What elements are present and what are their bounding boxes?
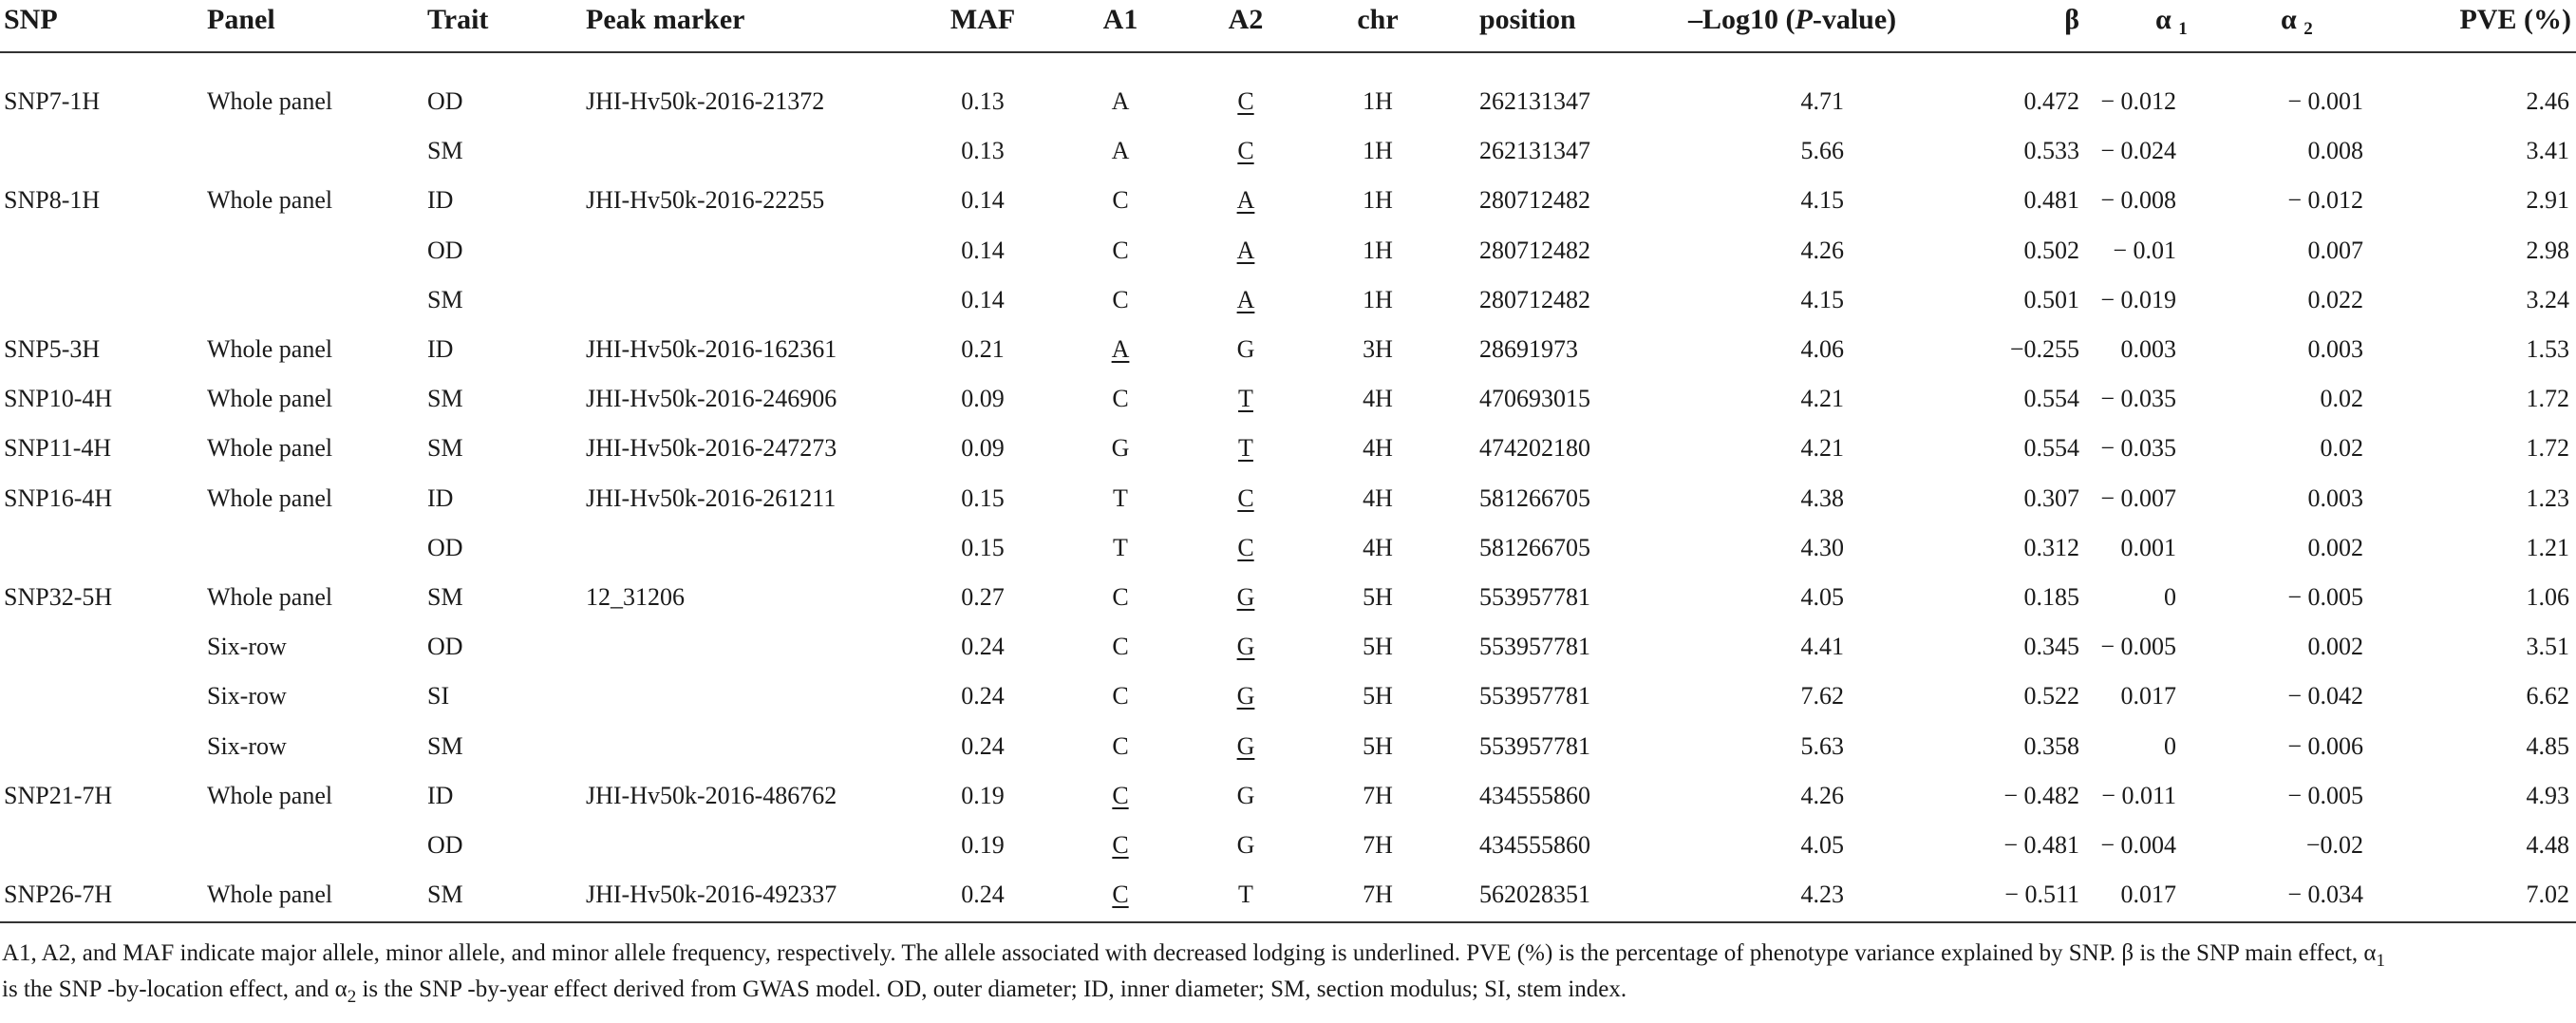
cell-pve: 4.48 [2526, 831, 2569, 859]
cell-alpha2: 0.002 [2307, 534, 2363, 561]
cell-chr: 4H [1363, 484, 1393, 512]
cell-pve: 3.51 [2526, 633, 2569, 660]
cell-maf: 0.24 [961, 881, 1005, 908]
cell-a1: T [1113, 534, 1128, 561]
cell-beta: 0.345 [2023, 633, 2079, 660]
cell-peak-marker: JHI-Hv50k-2016-492337 [586, 881, 837, 908]
cell-a2: G [1236, 335, 1255, 363]
cell-alpha2: − 0.042 [2287, 682, 2363, 710]
cell-alpha1: − 0.024 [2100, 137, 2176, 164]
cell-a2: G [1236, 732, 1255, 760]
cell-a2: G [1236, 682, 1255, 710]
cell-peak-marker: JHI-Hv50k-2016-247273 [586, 434, 837, 462]
header-panel: Panel [207, 4, 275, 35]
cell-maf: 0.09 [961, 434, 1005, 462]
cell-position: 553957781 [1479, 682, 1590, 710]
cell-beta: 0.307 [2023, 484, 2079, 512]
cell-maf: 0.19 [961, 782, 1005, 809]
cell-chr: 7H [1363, 881, 1393, 908]
cell-maf: 0.14 [961, 186, 1005, 214]
cell-panel: Whole panel [207, 782, 333, 809]
header-trait: Trait [427, 4, 489, 35]
cell-alpha2: −0.02 [2305, 831, 2363, 859]
cell-alpha1: 0 [2164, 732, 2176, 760]
cell-beta: −0.255 [2009, 335, 2079, 363]
cell-pve: 1.53 [2526, 335, 2569, 363]
cell-trait: SM [427, 732, 463, 760]
cell-alpha1: 0 [2164, 583, 2176, 611]
header-maf: MAF [950, 4, 1016, 35]
cell-trait: SI [427, 682, 450, 710]
cell-chr: 1H [1363, 286, 1393, 313]
cell-a2: T [1238, 881, 1253, 908]
cell-a2: A [1236, 286, 1255, 313]
cell-neglog10p: 4.21 [1800, 434, 1844, 462]
cell-position: 553957781 [1479, 633, 1590, 660]
cell-neglog10p: 4.15 [1800, 286, 1844, 313]
cell-maf: 0.15 [961, 534, 1005, 561]
cell-maf: 0.24 [961, 633, 1005, 660]
cell-position: 434555860 [1479, 782, 1590, 809]
cell-chr: 1H [1363, 137, 1393, 164]
cell-pve: 6.62 [2526, 682, 2569, 710]
cell-panel: Six-row [207, 682, 287, 710]
cell-a1: G [1111, 434, 1130, 462]
cell-trait: OD [427, 534, 463, 561]
cell-trait: SM [427, 286, 463, 313]
cell-neglog10p: 4.05 [1800, 831, 1844, 859]
header-neglog10p-p: P [1795, 4, 1813, 35]
cell-trait: ID [427, 186, 454, 214]
cell-position: 553957781 [1479, 583, 1590, 611]
footnote-line-2 [2, 976, 2566, 1008]
cell-trait: ID [427, 335, 454, 363]
cell-a1: T [1113, 484, 1128, 512]
cell-neglog10p: 4.06 [1800, 335, 1844, 363]
header-snp: SNP [4, 4, 58, 35]
cell-alpha1: 0.017 [2120, 881, 2176, 908]
cell-trait: OD [427, 237, 463, 264]
header-neglog10p [1688, 4, 1896, 36]
cell-position: 581266705 [1479, 484, 1590, 512]
cell-a2: T [1238, 385, 1253, 412]
cell-neglog10p: 4.41 [1800, 633, 1844, 660]
cell-beta: − 0.511 [2004, 881, 2079, 908]
cell-panel: Six-row [207, 633, 287, 660]
cell-position: 470693015 [1479, 385, 1590, 412]
cell-trait: SM [427, 583, 463, 611]
cell-trait: SM [427, 434, 463, 462]
footnote-sub-1: 1 [2376, 951, 2386, 971]
header-neglog10p-suffix: -value) [1812, 4, 1897, 35]
header-pve: PVE (%) [2459, 4, 2571, 35]
cell-a2: G [1236, 831, 1255, 859]
cell-beta: 0.522 [2023, 682, 2079, 710]
cell-alpha1: 0.001 [2120, 534, 2176, 561]
cell-alpha2: 0.022 [2307, 286, 2363, 313]
cell-pve: 1.06 [2526, 583, 2569, 611]
cell-snp: SNP10-4H [4, 385, 113, 412]
cell-a1: C [1112, 881, 1129, 908]
bottom-rule [0, 921, 2576, 923]
cell-panel: Whole panel [207, 87, 333, 115]
cell-neglog10p: 4.21 [1800, 385, 1844, 412]
cell-chr: 5H [1363, 682, 1393, 710]
cell-position: 262131347 [1479, 87, 1590, 115]
cell-beta: 0.501 [2023, 286, 2079, 313]
cell-alpha1: − 0.035 [2100, 385, 2176, 412]
cell-maf: 0.27 [961, 583, 1005, 611]
header-alpha2 [2281, 4, 2313, 40]
cell-pve: 3.41 [2526, 137, 2569, 164]
cell-beta: 0.358 [2023, 732, 2079, 760]
cell-maf: 0.21 [961, 335, 1005, 363]
cell-position: 280712482 [1479, 237, 1590, 264]
cell-neglog10p: 4.26 [1800, 237, 1844, 264]
cell-snp: SNP8-1H [4, 186, 101, 214]
cell-trait: SM [427, 137, 463, 164]
cell-a1: C [1112, 831, 1129, 859]
header-rule [0, 51, 2576, 53]
cell-chr: 7H [1363, 782, 1393, 809]
footnote-text-1: A1, A2, and MAF indicate major allele, minor allele, and minor allele frequency, respectively. The allele associated with decreased lodging is underlined. PVE (%) is the percentage of phenotype variance explained by SNP. β is the SNP main effect, α [2, 940, 2377, 966]
cell-alpha2: 0.003 [2307, 484, 2363, 512]
cell-alpha1: 0.017 [2120, 682, 2176, 710]
cell-beta: 0.472 [2023, 87, 2079, 115]
cell-panel: Whole panel [207, 583, 333, 611]
cell-position: 262131347 [1479, 137, 1590, 164]
cell-snp: SNP16-4H [4, 484, 113, 512]
cell-alpha2: 0.003 [2307, 335, 2363, 363]
cell-beta: 0.502 [2023, 237, 2079, 264]
header-alpha2-symbol: α [2281, 4, 2297, 35]
cell-chr: 3H [1363, 335, 1393, 363]
cell-peak-marker: 12_31206 [586, 583, 685, 611]
cell-alpha2: 0.008 [2307, 137, 2363, 164]
header-alpha1-sub: 1 [2178, 19, 2188, 39]
cell-a2: G [1236, 633, 1255, 660]
cell-neglog10p: 4.38 [1800, 484, 1844, 512]
cell-trait: ID [427, 484, 454, 512]
cell-alpha1: − 0.008 [2100, 186, 2176, 214]
cell-trait: ID [427, 782, 454, 809]
footnote-sub-2: 2 [347, 987, 357, 1007]
cell-pve: 4.85 [2526, 732, 2569, 760]
cell-alpha2: − 0.012 [2287, 186, 2363, 214]
footnote-text-3: is the SNP -by-year effect derived from GWAS model. OD, outer diameter; ID, inner diameter; SM, section modulus; SI, stem index. [356, 976, 1627, 1002]
cell-a1: C [1112, 385, 1129, 412]
cell-chr: 4H [1363, 385, 1393, 412]
table-header [0, 0, 2576, 49]
cell-pve: 3.24 [2526, 286, 2569, 313]
cell-alpha1: − 0.019 [2100, 286, 2176, 313]
cell-a1: C [1112, 237, 1129, 264]
cell-panel: Whole panel [207, 881, 333, 908]
cell-pve: 2.91 [2526, 186, 2569, 214]
cell-trait: SM [427, 385, 463, 412]
cell-a2: A [1236, 186, 1255, 214]
cell-alpha2: − 0.005 [2287, 583, 2363, 611]
cell-beta: − 0.482 [2003, 782, 2079, 809]
cell-peak-marker: JHI-Hv50k-2016-21372 [586, 87, 825, 115]
cell-position: 553957781 [1479, 732, 1590, 760]
cell-a1: C [1112, 782, 1129, 809]
cell-neglog10p: 4.15 [1800, 186, 1844, 214]
cell-alpha1: − 0.012 [2100, 87, 2176, 115]
cell-maf: 0.09 [961, 385, 1005, 412]
cell-peak-marker: JHI-Hv50k-2016-261211 [586, 484, 837, 512]
header-alpha1 [2155, 4, 2188, 40]
cell-pve: 1.72 [2526, 434, 2569, 462]
cell-chr: 5H [1363, 583, 1393, 611]
cell-maf: 0.19 [961, 831, 1005, 859]
cell-trait: OD [427, 633, 463, 660]
cell-maf: 0.24 [961, 732, 1005, 760]
cell-snp: SNP21-7H [4, 782, 113, 809]
footnote-text-2: is the SNP -by-location effect, and α [2, 976, 348, 1002]
cell-pve: 7.02 [2526, 881, 2569, 908]
cell-alpha2: − 0.005 [2287, 782, 2363, 809]
cell-a2: C [1237, 484, 1254, 512]
cell-a1: C [1112, 583, 1129, 611]
cell-maf: 0.14 [961, 237, 1005, 264]
cell-a2: C [1237, 137, 1254, 164]
cell-panel: Whole panel [207, 385, 333, 412]
cell-a2: G [1236, 782, 1255, 809]
cell-neglog10p: 4.23 [1800, 881, 1844, 908]
cell-snp: SNP26-7H [4, 881, 113, 908]
cell-pve: 2.98 [2526, 237, 2569, 264]
cell-alpha1: − 0.007 [2100, 484, 2176, 512]
cell-a1: A [1111, 87, 1130, 115]
cell-beta: 0.481 [2023, 186, 2079, 214]
cell-alpha2: 0.02 [2320, 434, 2363, 462]
cell-maf: 0.15 [961, 484, 1005, 512]
cell-neglog10p: 4.26 [1800, 782, 1844, 809]
cell-position: 28691973 [1479, 335, 1578, 363]
cell-snp: SNP7-1H [4, 87, 101, 115]
cell-alpha2: 0.002 [2307, 633, 2363, 660]
header-chr: chr [1357, 4, 1399, 35]
cell-pve: 4.93 [2526, 782, 2569, 809]
cell-chr: 5H [1363, 732, 1393, 760]
header-beta: β [2064, 4, 2079, 35]
cell-chr: 7H [1363, 831, 1393, 859]
cell-snp: SNP5-3H [4, 335, 101, 363]
cell-panel: Whole panel [207, 186, 333, 214]
cell-alpha1: 0.003 [2120, 335, 2176, 363]
cell-snp: SNP32-5H [4, 583, 113, 611]
header-alpha2-sub: 2 [2303, 19, 2313, 39]
header-a2: A2 [1228, 4, 1264, 35]
cell-pve: 2.46 [2526, 87, 2569, 115]
cell-alpha1: − 0.005 [2100, 633, 2176, 660]
cell-peak-marker: JHI-Hv50k-2016-162361 [586, 335, 837, 363]
cell-maf: 0.24 [961, 682, 1005, 710]
cell-maf: 0.14 [961, 286, 1005, 313]
cell-a1: C [1112, 286, 1129, 313]
cell-pve: 1.21 [2526, 534, 2569, 561]
cell-beta: 0.554 [2023, 434, 2079, 462]
cell-alpha1: − 0.01 [2113, 237, 2176, 264]
cell-neglog10p: 4.05 [1800, 583, 1844, 611]
header-alpha1-symbol: α [2155, 4, 2172, 35]
cell-alpha2: − 0.006 [2287, 732, 2363, 760]
header-position: position [1479, 4, 1576, 35]
cell-a1: C [1112, 732, 1129, 760]
cell-panel: Whole panel [207, 484, 333, 512]
cell-a2: C [1237, 87, 1254, 115]
cell-neglog10p: 4.71 [1800, 87, 1844, 115]
footnote-line-1 [2, 940, 2566, 972]
cell-pve: 1.72 [2526, 385, 2569, 412]
cell-trait: OD [427, 831, 463, 859]
cell-beta: − 0.481 [2003, 831, 2079, 859]
cell-position: 474202180 [1479, 434, 1590, 462]
cell-snp: SNP11-4H [4, 434, 112, 462]
cell-a1: A [1111, 335, 1130, 363]
cell-alpha1: − 0.004 [2100, 831, 2176, 859]
cell-a1: A [1111, 137, 1130, 164]
cell-neglog10p: 5.63 [1800, 732, 1844, 760]
header-neglog10p-prefix: –Log10 ( [1688, 4, 1796, 35]
cell-peak-marker: JHI-Hv50k-2016-246906 [586, 385, 837, 412]
cell-panel: Whole panel [207, 335, 333, 363]
cell-a2: T [1238, 434, 1253, 462]
cell-panel: Whole panel [207, 434, 333, 462]
cell-position: 581266705 [1479, 534, 1590, 561]
cell-position: 280712482 [1479, 286, 1590, 313]
cell-neglog10p: 7.62 [1800, 682, 1844, 710]
cell-a1: C [1112, 682, 1129, 710]
cell-beta: 0.533 [2023, 137, 2079, 164]
cell-maf: 0.13 [961, 87, 1005, 115]
cell-maf: 0.13 [961, 137, 1005, 164]
cell-beta: 0.185 [2023, 583, 2079, 611]
cell-pve: 1.23 [2526, 484, 2569, 512]
cell-position: 434555860 [1479, 831, 1590, 859]
cell-chr: 4H [1363, 534, 1393, 561]
cell-peak-marker: JHI-Hv50k-2016-486762 [586, 782, 837, 809]
cell-trait: OD [427, 87, 463, 115]
cell-a2: A [1236, 237, 1255, 264]
cell-neglog10p: 5.66 [1800, 137, 1844, 164]
cell-chr: 1H [1363, 87, 1393, 115]
cell-neglog10p: 4.30 [1800, 534, 1844, 561]
cell-beta: 0.312 [2023, 534, 2079, 561]
cell-chr: 1H [1363, 186, 1393, 214]
cell-alpha2: 0.02 [2320, 385, 2363, 412]
cell-alpha1: − 0.011 [2101, 782, 2176, 809]
cell-a1: C [1112, 186, 1129, 214]
header-peak-marker: Peak marker [586, 4, 745, 35]
cell-panel: Six-row [207, 732, 287, 760]
cell-a2: G [1236, 583, 1255, 611]
cell-peak-marker: JHI-Hv50k-2016-22255 [586, 186, 825, 214]
cell-trait: SM [427, 881, 463, 908]
cell-a2: C [1237, 534, 1254, 561]
header-a1: A1 [1102, 4, 1138, 35]
cell-alpha2: − 0.034 [2287, 881, 2363, 908]
cell-a1: C [1112, 633, 1129, 660]
cell-alpha2: − 0.001 [2287, 87, 2363, 115]
cell-position: 280712482 [1479, 186, 1590, 214]
cell-alpha2: 0.007 [2307, 237, 2363, 264]
cell-chr: 4H [1363, 434, 1393, 462]
cell-position: 562028351 [1479, 881, 1590, 908]
cell-chr: 1H [1363, 237, 1393, 264]
cell-alpha1: − 0.035 [2100, 434, 2176, 462]
cell-beta: 0.554 [2023, 385, 2079, 412]
cell-chr: 5H [1363, 633, 1393, 660]
